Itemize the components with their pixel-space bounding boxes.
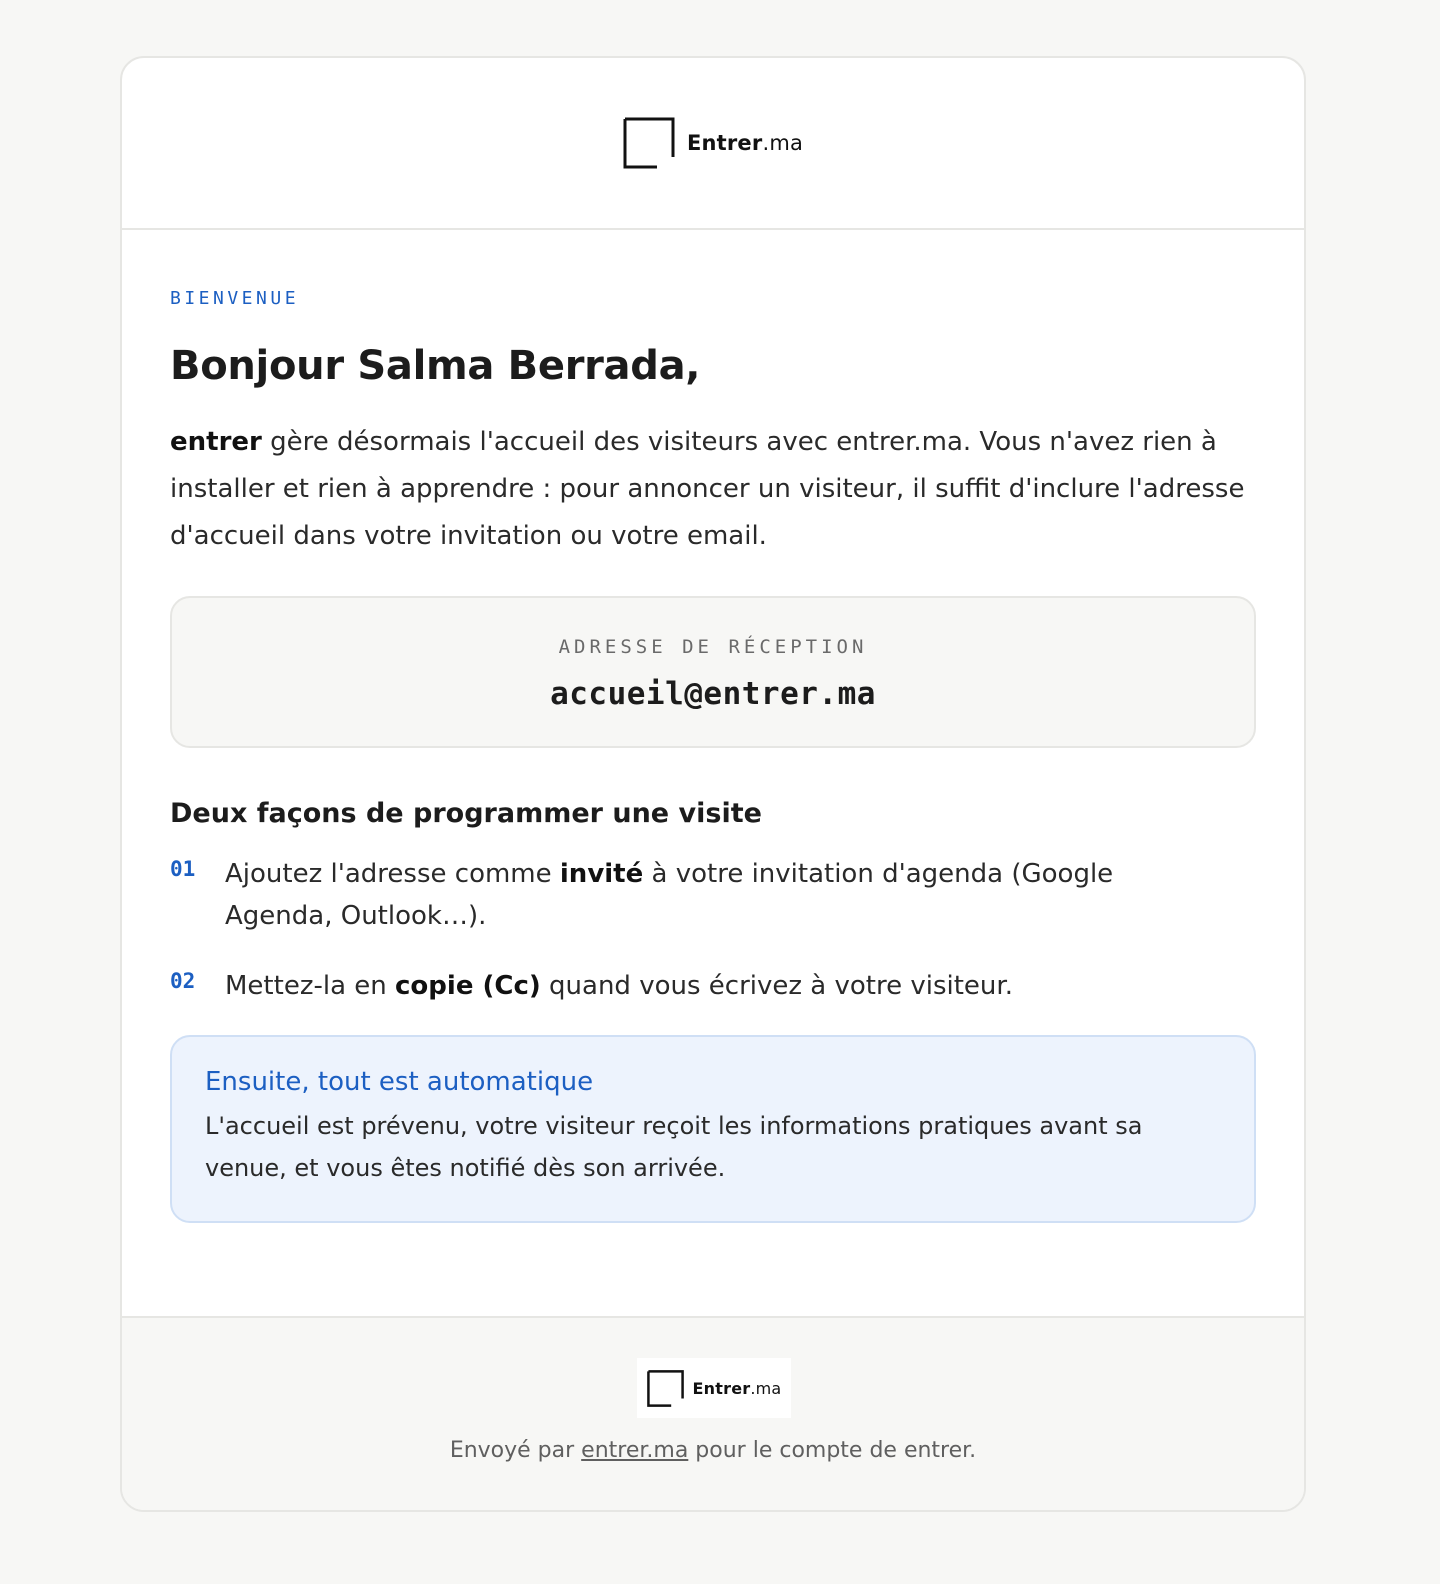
logo-mark-icon [623,117,675,169]
company-name: entrer [170,427,262,457]
greeting-heading: Bonjour Salma Berrada, [170,343,701,389]
email-header [122,58,1304,230]
steps-list [170,853,1256,1007]
eyebrow-label: BIENVENUE [170,288,300,309]
logo-wordmark: Entrer.ma [686,131,804,155]
reception-address-box [170,596,1256,748]
footer-text: Envoyé par entrer.ma pour le compte de entrer. [449,1438,977,1463]
step-text: Ajoutez l'adresse comme invité à votre invitation d'agenda (Google Agenda, Outlook…). [225,859,1114,931]
brand-logo [623,117,803,169]
info-body: L'accueil est prévenu, votre visiteur reçoit les informations pratiques avant sa venue, et vous êtes notifié dès son arrivée. [205,1112,1143,1182]
footer-link[interactable]: entrer.ma [581,1438,689,1463]
email-body [122,230,1304,1223]
list-item [170,965,1256,1007]
footer-brand-logo [647,1370,782,1407]
intro-paragraph [170,419,1250,560]
address-label: ADRESSE DE RÉCEPTION [558,636,868,658]
footer-logo-box [637,1358,791,1418]
reception-email-address[interactable]: accueil@entrer.ma [550,676,876,712]
logo-wordmark: Entrer.ma [692,1378,782,1398]
info-callout [170,1035,1256,1223]
info-title: Ensuite, tout est automatique [205,1067,594,1097]
list-item [170,853,1256,937]
steps-title: Deux façons de programmer une visite [170,798,762,829]
step-number: 02 [170,969,196,993]
step-number: 01 [170,857,196,881]
logo-mark-icon [647,1370,684,1407]
email-card [120,56,1306,1512]
step-text: Mettez-la en copie (Cc) quand vous écrivez à votre visiteur. [225,971,1013,1001]
email-footer [122,1316,1304,1510]
intro-text: gère désormais l'accueil des visiteurs avec entrer.ma. Vous n'avez rien à installer et rien à apprendre : pour annoncer un visiteur, il suffit d'inclure l'adresse d'accueil dans votre invitation ou votre email. [170,427,1245,551]
